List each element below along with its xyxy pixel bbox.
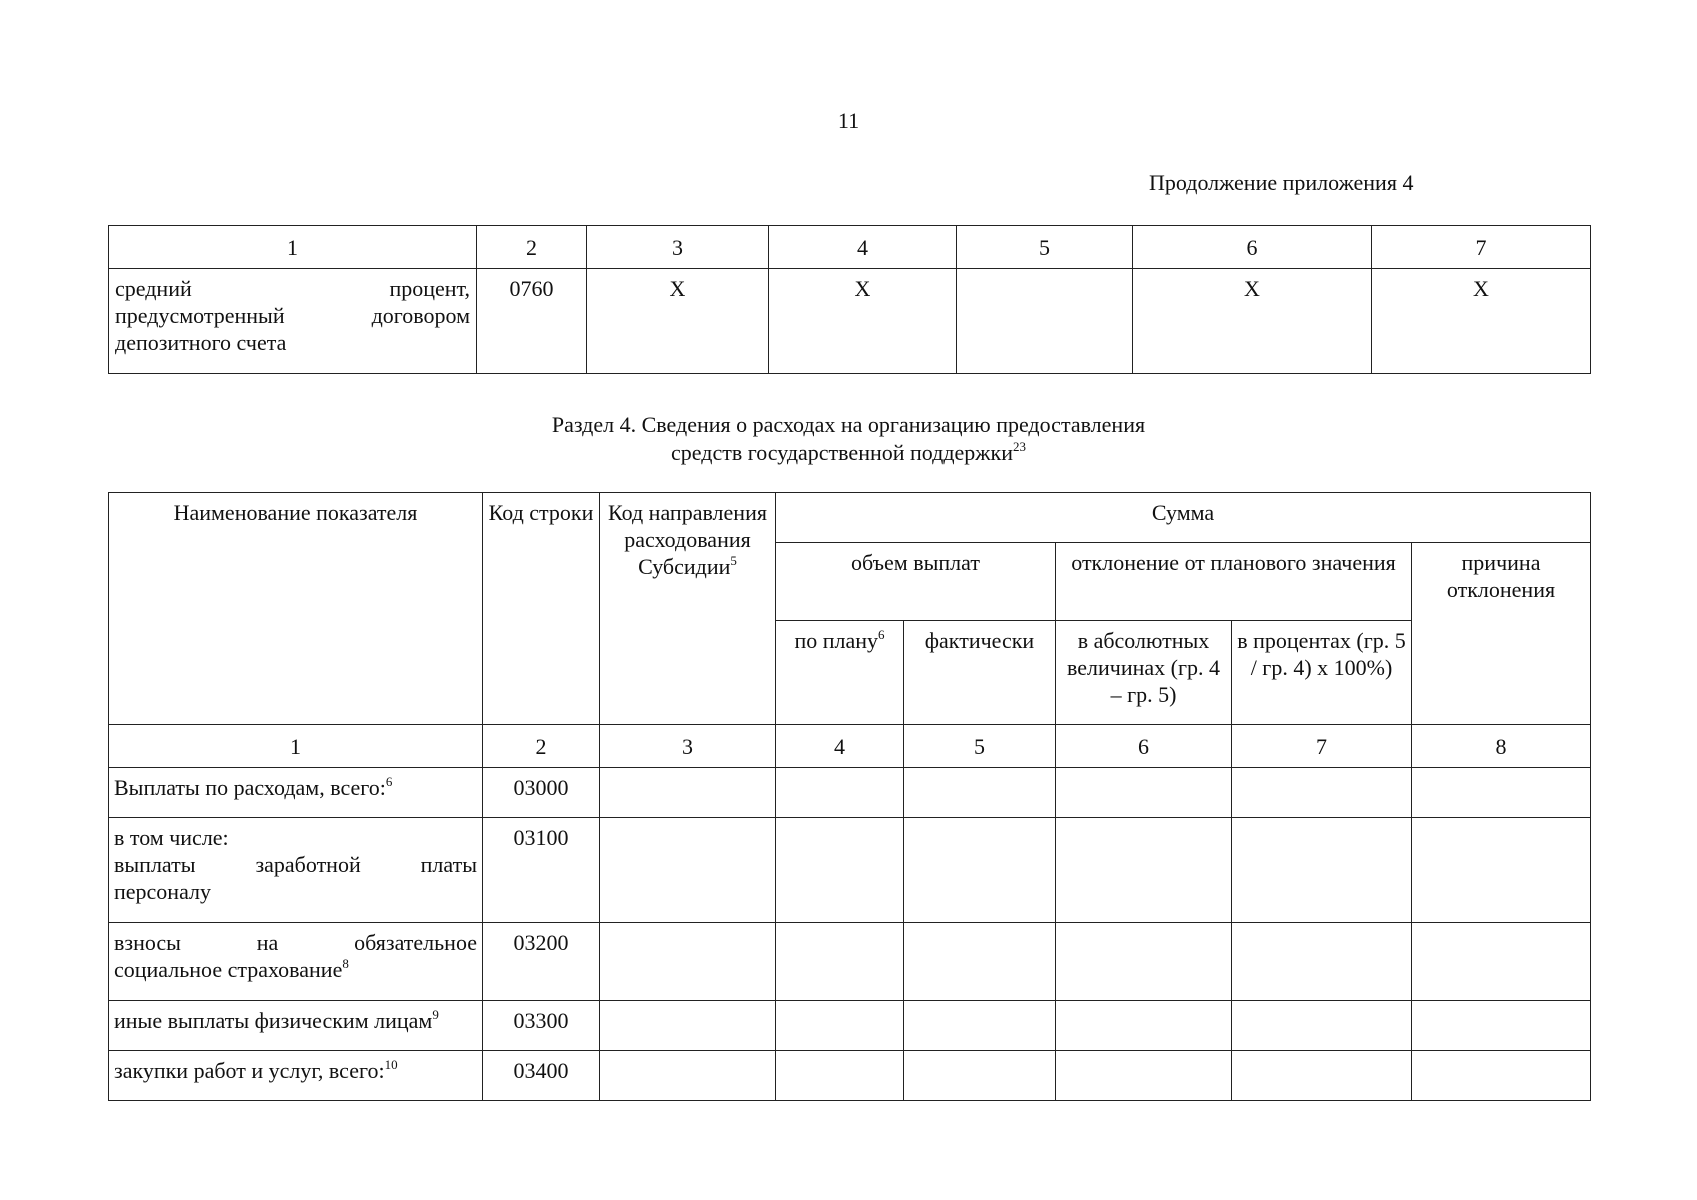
cell-value xyxy=(1412,1001,1591,1051)
header-sum: Сумма xyxy=(776,493,1591,543)
header-actual: фактически xyxy=(904,621,1056,725)
header-plan: по плану$^6$ xyxy=(776,621,904,725)
indicator-name-line: средний процент, xyxy=(115,276,470,301)
header-payment-volume: объем выплат xyxy=(776,543,1056,621)
col-number: 3 xyxy=(587,226,769,269)
cell-value xyxy=(1232,1001,1412,1051)
appendix-continuation: Продолжение приложения 4 xyxy=(1149,170,1414,195)
cell-value: X xyxy=(587,269,769,374)
cell-value xyxy=(904,1051,1056,1101)
cell-value xyxy=(957,269,1133,374)
cell-value xyxy=(1412,768,1591,818)
cell-value xyxy=(1412,818,1591,923)
header-indicator-name: Наименование показателя xyxy=(109,493,483,725)
col-number: 2 xyxy=(477,226,587,269)
indicator-name-line: в том числе: xyxy=(114,825,229,850)
col-number: 6 xyxy=(1133,226,1372,269)
cell-value: X xyxy=(769,269,957,374)
col-number: 7 xyxy=(1232,725,1412,768)
footnote-ref: 10 xyxy=(384,1057,398,1072)
cell-value xyxy=(600,768,776,818)
cell-value: X xyxy=(1372,269,1591,374)
footnote-ref: 5 xyxy=(730,553,737,568)
cell-value xyxy=(1056,818,1232,923)
col-number: 2 xyxy=(483,725,600,768)
cell-value xyxy=(776,818,904,923)
section-title-line: Раздел 4. Сведения о расходах на организацию предоставления xyxy=(551,412,1146,437)
cell-value xyxy=(904,768,1056,818)
cell-value xyxy=(1056,1001,1232,1051)
expenses-table xyxy=(108,492,1591,1101)
table-row xyxy=(109,1001,1591,1051)
cell-value xyxy=(600,1051,776,1101)
section-title xyxy=(0,411,1697,467)
row-code: 0760 xyxy=(477,269,587,374)
indicator-name: Выплаты по расходам, всего:$^6$ xyxy=(109,768,483,818)
indicator-name-line: предусмотренный договором xyxy=(115,303,470,328)
cell-value xyxy=(904,1001,1056,1051)
indicator-name: иные выплаты физическим лицам$^9$ xyxy=(109,1001,483,1051)
row-code: 03300 xyxy=(483,1001,600,1051)
cell-value xyxy=(1232,818,1412,923)
row-code: 03200 xyxy=(483,923,600,1001)
indicator-name-line: выплаты заработной платы xyxy=(114,852,477,877)
col-number: 3 xyxy=(600,725,776,768)
indicator-name xyxy=(109,923,483,1001)
header-row-code: Код строки xyxy=(483,493,600,725)
cell-value xyxy=(600,818,776,923)
cell-value xyxy=(1056,1051,1232,1101)
cell-value xyxy=(1232,768,1412,818)
table-row xyxy=(109,818,1591,923)
header-deviation-reason: причина отклонения xyxy=(1412,543,1591,725)
cell-value xyxy=(776,1051,904,1101)
footnote-ref: 6 xyxy=(878,627,885,642)
col-number: 6 xyxy=(1056,725,1232,768)
cell-value xyxy=(904,818,1056,923)
footnote-ref: 23 xyxy=(1012,439,1026,454)
section-title-line: средств государственной поддержки$^{23}$ xyxy=(671,439,1026,465)
header-row xyxy=(109,493,1591,543)
cell-value xyxy=(776,923,904,1001)
indicator-name-line: персоналу xyxy=(114,879,212,904)
header-deviation: отклонение от планового значения xyxy=(1056,543,1412,621)
header-direction-code: Код направления расходования Субсидии$^5$ xyxy=(600,493,776,725)
header-percent: в процентах (гр. 5 / гр. 4) х 100%) xyxy=(1232,621,1412,725)
deposit-table xyxy=(108,225,1591,374)
col-number: 5 xyxy=(904,725,1056,768)
cell-value xyxy=(1412,923,1591,1001)
cell-value xyxy=(1412,1051,1591,1101)
footnote-ref: 8 xyxy=(342,956,349,971)
col-number: 4 xyxy=(769,226,957,269)
column-number-row xyxy=(109,226,1591,269)
row-code: 03100 xyxy=(483,818,600,923)
footnote-ref: 6 xyxy=(385,774,393,789)
cell-value xyxy=(1056,923,1232,1001)
col-number: 1 xyxy=(109,226,477,269)
cell-value xyxy=(1056,768,1232,818)
table-row xyxy=(109,1051,1591,1101)
col-number: 7 xyxy=(1372,226,1591,269)
cell-value xyxy=(1232,923,1412,1001)
row-code: 03000 xyxy=(483,768,600,818)
row-code: 03400 xyxy=(483,1051,600,1101)
column-number-row xyxy=(109,725,1591,768)
cell-value: X xyxy=(1133,269,1372,374)
cell-value xyxy=(600,1001,776,1051)
table-row xyxy=(109,269,1591,374)
cell-value xyxy=(904,923,1056,1001)
header-absolute: в абсолютных величинах (гр. 4 – гр. 5) xyxy=(1056,621,1232,725)
page-number: 11 xyxy=(837,108,860,133)
table-row xyxy=(109,768,1591,818)
indicator-name xyxy=(109,269,477,374)
cell-value xyxy=(776,768,904,818)
col-number: 4 xyxy=(776,725,904,768)
cell-value xyxy=(1232,1051,1412,1101)
col-number: 1 xyxy=(109,725,483,768)
indicator-name-line: социальное страхование xyxy=(114,957,343,982)
table-row xyxy=(109,923,1591,1001)
col-number: 5 xyxy=(957,226,1133,269)
indicator-name: закупки работ и услуг, всего:$^{10}$ xyxy=(109,1051,483,1101)
col-number: 8 xyxy=(1412,725,1591,768)
footnote-ref: 9 xyxy=(432,1007,439,1022)
indicator-name-line: депозитного счета xyxy=(115,330,287,355)
cell-value xyxy=(776,1001,904,1051)
indicator-name-line: взносы на обязательное xyxy=(114,930,477,955)
cell-value xyxy=(600,923,776,1001)
indicator-name xyxy=(109,818,483,923)
